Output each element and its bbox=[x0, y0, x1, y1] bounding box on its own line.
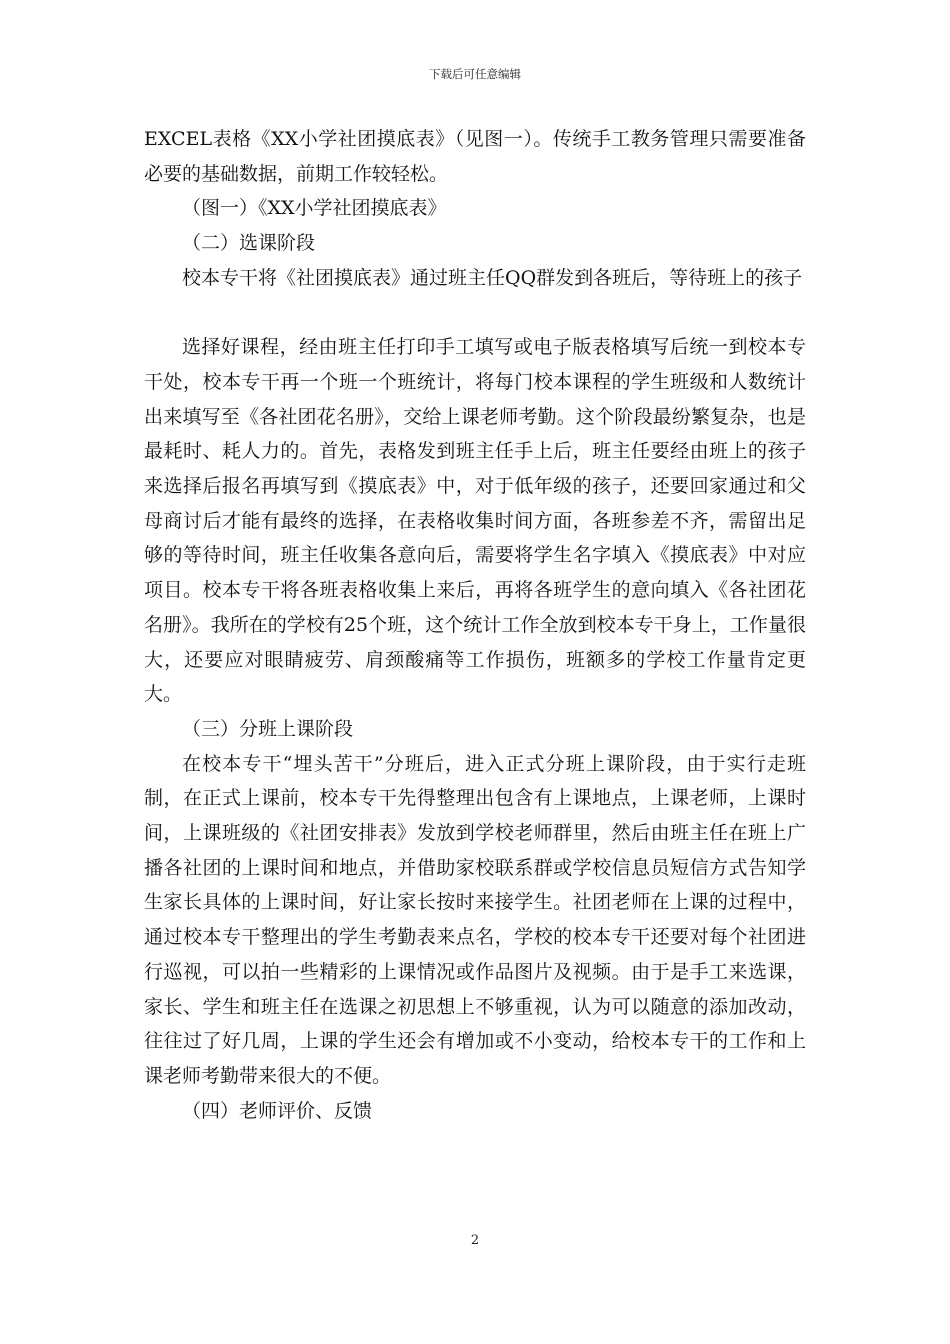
section-heading-course-selection: （二）选课阶段 bbox=[182, 232, 316, 255]
section-heading-class-stage: （三）分班上课阶段 bbox=[182, 717, 354, 740]
paragraph-excel-table: EXCEL表格《XX小学社团摸底表》（见图一）。传统手工教务管理只需要准备必要的基础数据，前期工作较轻松。 bbox=[144, 128, 806, 185]
paragraph-class-stage: 在校本专干“埋头苦干”分班后，进入正式分班上课阶段，由于实行走班制，在正式上课前，校本专干先得整理出包含有上课地点，上课老师，上课时间，上课班级的《社团安排表》发放到学校老师群里，然后由班主任在班上广播各社团的上课时间和地点，并借助家校联系群或学校信息员短信方式告知学生家长具体的上课时间，好让家长按时来接学生。社团老师在上课的过程中，通过校本专干整理出的学生考勤表来点名，学校的校本专干还要对每个社团进行巡视，可以拍一些精彩的上课情况或作品图片及视频。由于是手工来选课，家长、学生和班主任在选课之初思想上不够重视，认为可以随意的添加改动，往往过了好几周，上课的学生还会有增加或不小变动，给校本专干的工作和上课老师考勤带来很大的不便。 bbox=[144, 752, 806, 1087]
figure-caption: （图一）《XX小学社团摸底表》 bbox=[182, 197, 447, 220]
section-heading-teacher-feedback: （四）老师评价、反馈 bbox=[182, 1099, 373, 1122]
paragraph-selection-statistics: 选择好课程，经由班主任打印手工填写或电子版表格填写后统一到校本专干处，校本专干再一个班一个班统计，将每门校本课程的学生班级和人数统计出来填写至《各社团花名册》，交给上课老师考勤。这个阶段最纷繁复杂，也是最耗时、耗人力的。首先，表格发到班主任手上后，班主任要经由班上的孩子来选择后报名再填写到《摸底表》中，对于低年级的孩子，还要回家通过和父母商讨后才能有最终的选择，在表格收集时间方面，各班参差不齐，需留出足够的等待时间，班主任收集各意向后，需要将学生名字填入《摸底表》中对应项目。校本专干将各班表格收集上来后，再将各班学生的意向填入《各社团花名册》。我所在的学校有25个班，这个统计工作全放到校本专干身上，工作量很大，还要应对眼睛疲劳、肩颈酸痛等工作损伤，班额多的学校工作量肯定更大。 bbox=[144, 336, 806, 706]
document-body bbox=[144, 122, 806, 1128]
page-header: 下载后可任意编辑 bbox=[429, 67, 521, 81]
paragraph-distribution: 校本专干将《社团摸底表》通过班主任QQ群发到各班后，等待班上的孩子 bbox=[182, 266, 803, 289]
page-number: 2 bbox=[470, 1233, 480, 1248]
